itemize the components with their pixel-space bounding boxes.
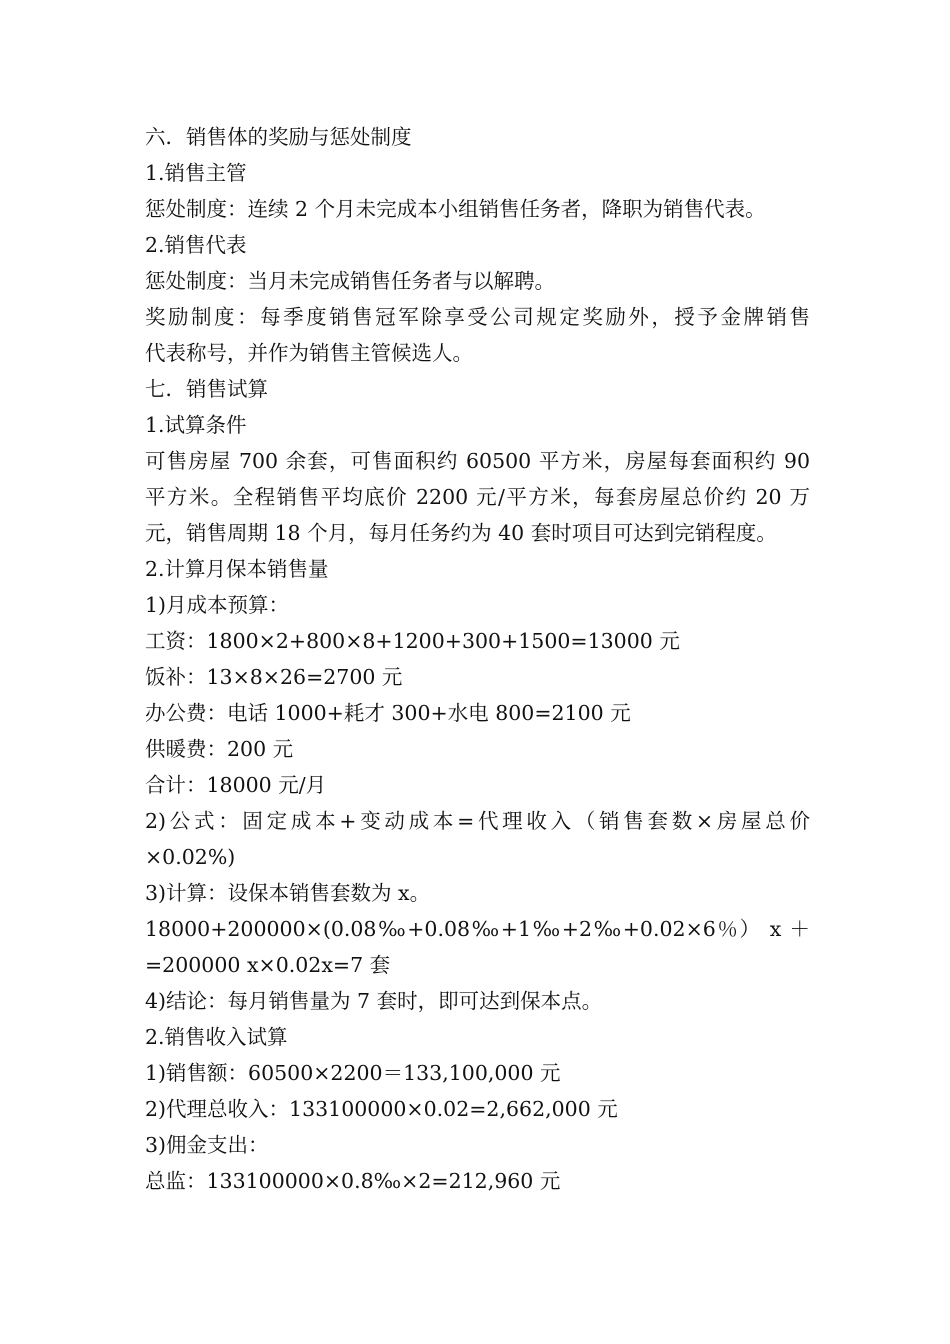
subheading: 2.计算月保本销售量 [145,557,329,581]
text-line: 元，销售周期 18 个月，每月任务约为 40 套时项目可达到完销程度。 [145,521,777,545]
formula-line: 饭补：13×8×26=2700 元 [145,665,403,689]
subheading: 2.销售收入试算 [145,1025,288,1049]
section-heading: 六．销售体的奖励与惩处制度 [145,125,412,149]
text-line: 奖励制度：每季度销售冠军除享受公司规定奖励外，授予金牌销售 [145,305,810,329]
text-line: 供暖费：200 元 [145,737,294,761]
text-line: 1)月成本预算： [145,593,290,617]
formula-line: 工资：1800×2+800×8+1200+300+1500=13000 元 [145,629,680,653]
text-line: 合计：18000 元/月 [145,773,327,797]
subheading: 1.试算条件 [145,413,247,437]
formula-line: =200000 x×0.02x=7 套 [145,953,391,977]
text-line: 3)佣金支出： [145,1133,269,1157]
text-line: 3)计算：设保本销售套数为 x。 [145,881,431,905]
subheading: 1.销售主管 [145,161,247,185]
formula-line: 办公费：电话 1000+耗才 300+水电 800=2100 元 [145,701,631,725]
formula-line: 1)销售额：60500×2200＝133,100,000 元 [145,1061,561,1085]
formula-line: 2)代理总收入：133100000×0.02=2,662,000 元 [145,1097,618,1121]
text-line: ×0.02%) [145,845,236,869]
section-heading: 七．销售试算 [145,377,268,401]
document-body [145,119,810,1199]
formula-line: 18000+200000×(0.08‰+0.08‰+1‰+2‰+0.02×6％） x ＋ [145,917,810,941]
subheading: 2.销售代表 [145,233,247,257]
text-line: 可售房屋 700 余套，可售面积约 60500 平方米，房屋每套面积约 90 [145,449,810,473]
formula-line: 总监：133100000×0.8‰×2=212,960 元 [145,1169,561,1193]
text-line: 惩处制度：连续 2 个月未完成本小组销售任务者，降职为销售代表。 [145,197,766,221]
text-line: 惩处制度：当月未完成销售任务者与以解聘。 [145,269,555,293]
text-line: 代表称号，并作为销售主管候选人。 [145,341,473,365]
text-line: 2)公式：固定成本+变动成本=代理收入（销售套数×房屋总价 [145,809,810,833]
text-line: 4)结论：每月销售量为 7 套时，即可达到保本点。 [145,989,603,1013]
text-line: 平方米。全程销售平均底价 2200 元/平方米，每套房屋总价约 20 万 [145,485,810,509]
